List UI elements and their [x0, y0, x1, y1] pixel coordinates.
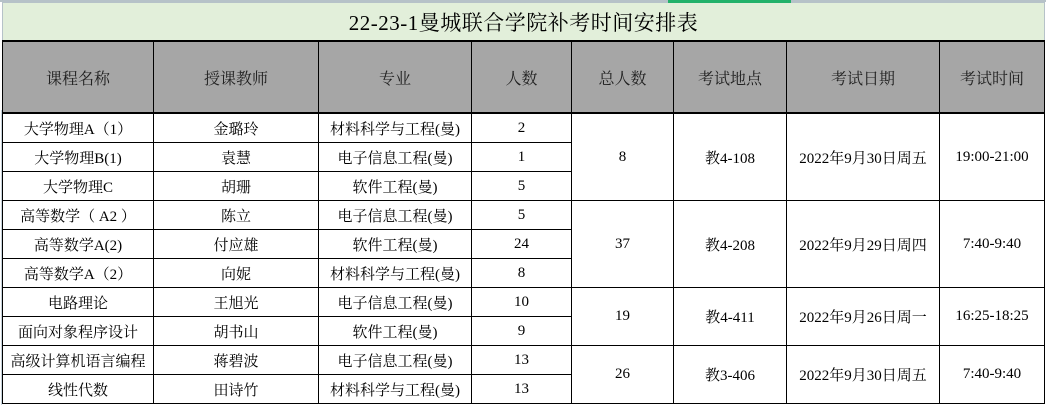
table-row — [3, 346, 1045, 375]
total-cell[interactable]: 19 — [572, 288, 674, 346]
course-cell[interactable]: 面向对象程序设计 — [3, 317, 154, 346]
course-cell[interactable]: 线性代数 — [3, 375, 154, 404]
total-cell[interactable]: 8 — [572, 113, 674, 201]
location-cell[interactable]: 教4-108 — [674, 113, 787, 201]
major-cell[interactable]: 电子信息工程(曼) — [319, 143, 472, 172]
count-cell[interactable]: 1 — [472, 143, 572, 172]
teacher-cell[interactable]: 王旭光 — [154, 288, 319, 317]
count-cell[interactable]: 24 — [472, 230, 572, 259]
date-cell[interactable]: 2022年9月29日周四 — [787, 201, 940, 288]
count-cell[interactable]: 13 — [472, 375, 572, 404]
teacher-cell[interactable]: 金璐玲 — [154, 113, 319, 143]
major-cell[interactable]: 软件工程(曼) — [319, 172, 472, 201]
location-cell[interactable]: 教4-208 — [674, 201, 787, 288]
major-cell[interactable]: 电子信息工程(曼) — [319, 346, 472, 375]
count-cell[interactable]: 5 — [472, 201, 572, 230]
table-row — [3, 288, 1045, 317]
header-course[interactable]: 课程名称 — [3, 41, 154, 113]
course-cell[interactable]: 大学物理C — [3, 172, 154, 201]
major-cell[interactable]: 电子信息工程(曼) — [319, 201, 472, 230]
header-major[interactable]: 专业 — [319, 41, 472, 113]
count-cell[interactable]: 10 — [472, 288, 572, 317]
header-teacher[interactable]: 授课教师 — [154, 41, 319, 113]
major-cell[interactable]: 材料科学与工程(曼) — [319, 113, 472, 143]
date-cell[interactable]: 2022年9月26日周一 — [787, 288, 940, 346]
exam-schedule-table — [2, 2, 1045, 404]
count-cell[interactable]: 5 — [472, 172, 572, 201]
course-cell[interactable]: 高等数学A(2) — [3, 230, 154, 259]
location-cell[interactable]: 教4-411 — [674, 288, 787, 346]
count-cell[interactable]: 9 — [472, 317, 572, 346]
course-cell[interactable]: 电路理论 — [3, 288, 154, 317]
major-cell[interactable]: 软件工程(曼) — [319, 230, 472, 259]
time-cell[interactable]: 7:40-9:40 — [940, 346, 1045, 404]
count-cell[interactable]: 8 — [472, 259, 572, 288]
teacher-cell[interactable]: 袁慧 — [154, 143, 319, 172]
count-cell[interactable]: 2 — [472, 113, 572, 143]
teacher-cell[interactable]: 胡书山 — [154, 317, 319, 346]
teacher-cell[interactable]: 付应雄 — [154, 230, 319, 259]
teacher-cell[interactable]: 胡珊 — [154, 172, 319, 201]
course-cell[interactable]: 大学物理B(1) — [3, 143, 154, 172]
selection-highlight-bar — [668, 0, 791, 3]
teacher-cell[interactable]: 陈立 — [154, 201, 319, 230]
table-title-cell[interactable]: 22-23-1曼城联合学院补考时间安排表 — [3, 3, 1045, 42]
header-location[interactable]: 考试地点 — [674, 41, 787, 113]
major-cell[interactable]: 材料科学与工程(曼) — [319, 259, 472, 288]
total-cell[interactable]: 26 — [572, 346, 674, 404]
course-cell[interactable]: 高等数学（ A2 ） — [3, 201, 154, 230]
teacher-cell[interactable]: 田诗竹 — [154, 375, 319, 404]
teacher-cell[interactable]: 蒋碧波 — [154, 346, 319, 375]
date-cell[interactable]: 2022年9月30日周五 — [787, 346, 940, 404]
teacher-cell[interactable]: 向妮 — [154, 259, 319, 288]
time-cell[interactable]: 16:25-18:25 — [940, 288, 1045, 346]
location-cell[interactable]: 教3-406 — [674, 346, 787, 404]
course-cell[interactable]: 高级计算机语言编程 — [3, 346, 154, 375]
title-row — [3, 3, 1045, 42]
major-cell[interactable]: 软件工程(曼) — [319, 317, 472, 346]
header-count[interactable]: 人数 — [472, 41, 572, 113]
total-cell[interactable]: 37 — [572, 201, 674, 288]
count-cell[interactable]: 13 — [472, 346, 572, 375]
header-time[interactable]: 考试时间 — [940, 41, 1045, 113]
course-cell[interactable]: 大学物理A（1） — [3, 113, 154, 143]
table-row — [3, 201, 1045, 230]
header-total[interactable]: 总人数 — [572, 41, 674, 113]
header-row — [3, 41, 1045, 113]
major-cell[interactable]: 材料科学与工程(曼) — [319, 375, 472, 404]
time-cell[interactable]: 19:00-21:00 — [940, 113, 1045, 201]
table-row — [3, 113, 1045, 143]
time-cell[interactable]: 7:40-9:40 — [940, 201, 1045, 288]
course-cell[interactable]: 高等数学A（2） — [3, 259, 154, 288]
date-cell[interactable]: 2022年9月30日周五 — [787, 113, 940, 201]
major-cell[interactable]: 电子信息工程(曼) — [319, 288, 472, 317]
header-date[interactable]: 考试日期 — [787, 41, 940, 113]
